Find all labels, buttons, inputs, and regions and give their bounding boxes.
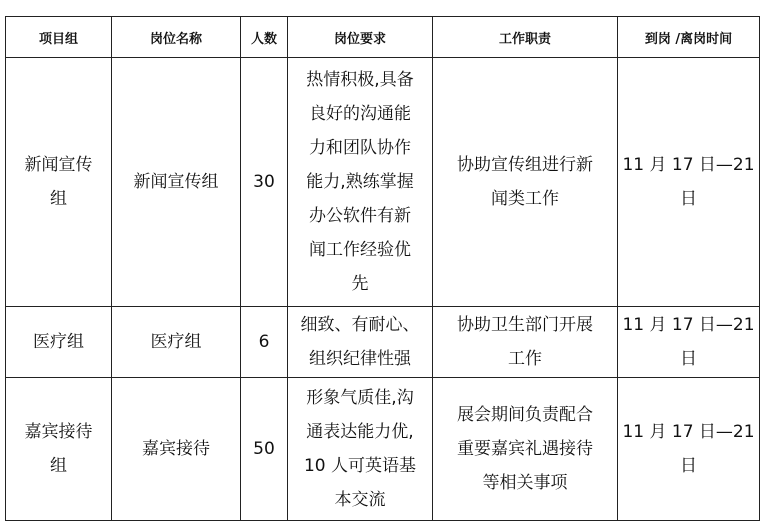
time-cell [618, 307, 760, 378]
time-line: 日 [680, 189, 697, 209]
group-line: 组 [50, 456, 67, 476]
duties-cell [433, 378, 618, 521]
duties-line: 重要嘉宾礼遇接待 [457, 439, 593, 459]
time-line: 11 月 17 日—21 [622, 315, 755, 335]
header-position-name: 岗位名称 [112, 17, 241, 58]
duties-cell [433, 58, 618, 307]
time-line: 11 月 17 日—21 [622, 155, 755, 175]
requirements-line: 办公软件有新 [309, 206, 411, 226]
duties-line: 闻类工作 [491, 189, 559, 209]
duties-line: 协助宣传组进行新 [457, 155, 593, 175]
time-line: 11 月 17 日—21 [622, 422, 755, 442]
position-cell: 嘉宾接待 [112, 378, 241, 521]
group-line: 新闻宣传 [24, 155, 93, 175]
requirements-line: 通表达能力优, [306, 422, 414, 442]
header-requirements: 岗位要求 [288, 17, 433, 58]
requirements-cell [288, 58, 433, 307]
requirements-line: 闻工作经验优 [309, 240, 411, 260]
group-cell [6, 58, 112, 307]
duties-cell [433, 307, 618, 378]
position-cell: 新闻宣传组 [112, 58, 241, 307]
duties-line: 展会期间负责配合 [457, 405, 593, 425]
header-count: 人数 [241, 17, 288, 58]
table-row [6, 58, 760, 307]
group-line: 嘉宾接待 [24, 422, 93, 442]
position-cell: 医疗组 [112, 307, 241, 378]
duties-line: 工作 [508, 349, 542, 369]
requirements-line: 组织纪律性强 [309, 349, 411, 369]
table-header-row [6, 17, 760, 58]
header-group: 项目组 [6, 17, 112, 58]
time-cell [618, 378, 760, 521]
group-cell [6, 378, 112, 521]
duties-line: 协助卫生部门开展 [457, 315, 593, 335]
count-cell: 30 [241, 58, 288, 307]
header-duties: 工作职责 [433, 17, 618, 58]
requirements-cell [288, 307, 433, 378]
requirements-line: 先 [351, 274, 369, 294]
requirements-cell [288, 378, 433, 521]
group-cell [6, 307, 112, 378]
time-line: 日 [680, 456, 697, 476]
header-time: 到岗 /离岗时间 [618, 17, 760, 58]
table-row [6, 307, 760, 378]
requirements-line: 良好的沟通能 [309, 104, 411, 124]
time-line: 日 [680, 349, 697, 369]
duties-line: 等相关事项 [482, 473, 568, 493]
requirements-line: 热情积极,具备 [306, 70, 414, 90]
requirements-line: 10 人可英语基 [303, 456, 417, 476]
count-cell: 6 [241, 307, 288, 378]
group-line: 医疗组 [33, 332, 84, 352]
time-cell [618, 58, 760, 307]
requirements-line: 本交流 [334, 490, 386, 510]
requirements-line: 形象气质佳,沟 [306, 388, 414, 408]
requirements-line: 能力,熟练掌握 [306, 172, 414, 192]
group-line: 组 [50, 189, 67, 209]
requirements-line: 力和团队协作 [309, 138, 411, 158]
count-cell: 50 [241, 378, 288, 521]
volunteer-positions-table [5, 16, 760, 521]
table-row [6, 378, 760, 521]
requirements-line: 细致、有耐心、 [300, 315, 420, 335]
